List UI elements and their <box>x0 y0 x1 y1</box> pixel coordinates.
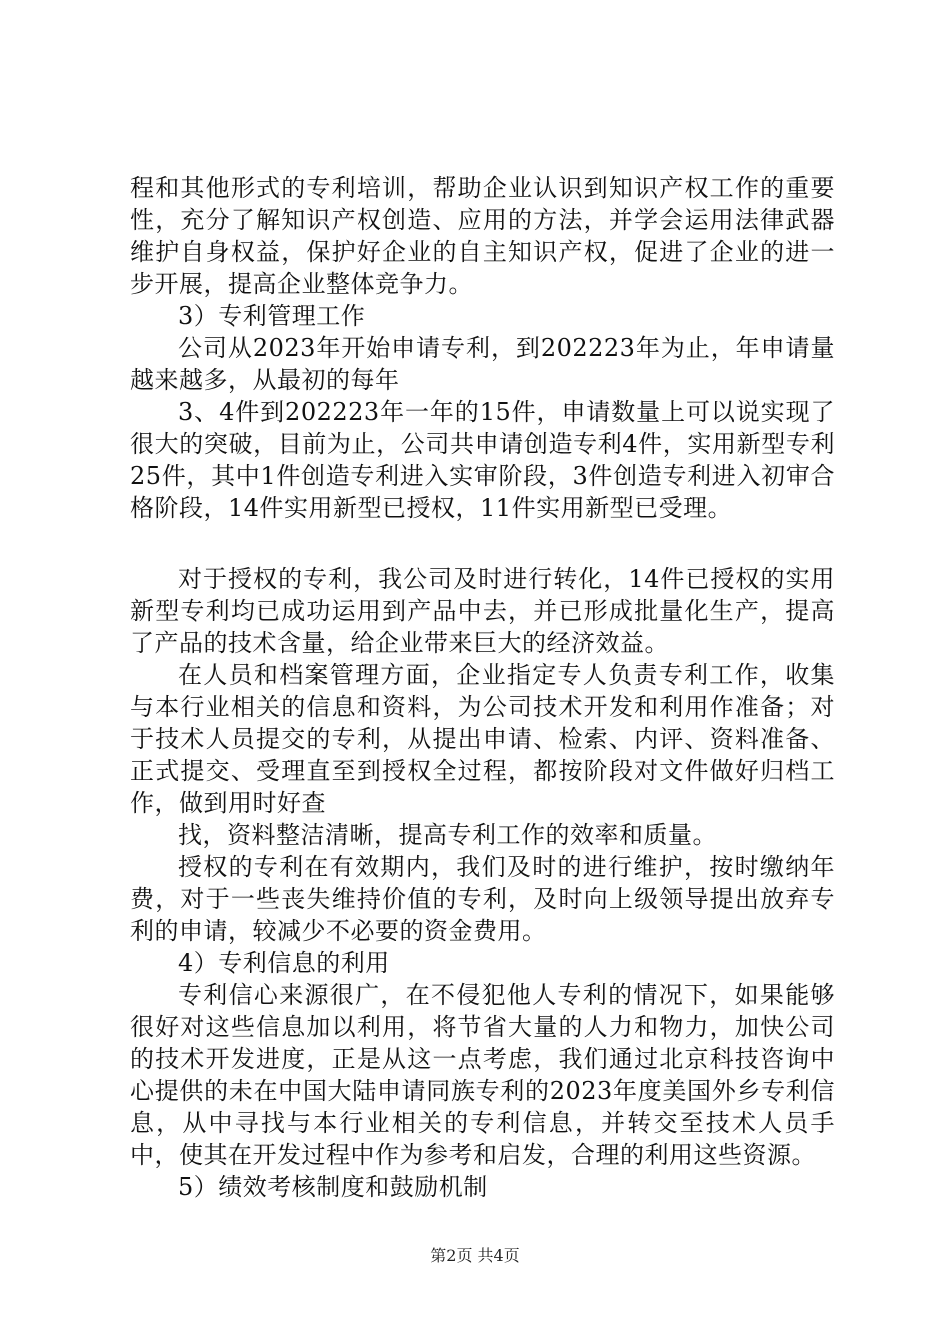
paragraph: 在人员和档案管理方面，企业指定专人负责专利工作，收集与本行业相关的信息和资料，为公司技术开发和利用作准备；对于技术人员提交的专利，从提出申请、检索、内评、资料准备、正式提交、受理直至到授权全过程，都按阶段对文件做好归档工作，做到用时好查 <box>130 661 835 817</box>
paragraph: 程和其他形式的专利培训，帮助企业认识到知识产权工作的重要性，充分了解知识产权创造、应用的方法，并学会运用法律武器维护自身权益，保护好企业的自主知识产权，促进了企业的进一步开展，提高企业整体竞争力。 <box>130 174 835 298</box>
paragraph: 专利信心来源很广，在不侵犯他人专利的情况下，如果能够很好对这些信息加以利用，将节省大量的人力和物力，加快公司的技术开发进度，正是从这一点考虑，我们通过北京科技咨询中心提供的未在中国大陆申请同族专利的2023年度美国外乡专利信息，从中寻找与本行业相关的专利信息，并转交至技术人员手中，使其在开发过程中作为参考和启发，合理的利用这些资源。 <box>130 981 835 1169</box>
document-body <box>130 172 835 1203</box>
section-heading-3: 3）专利管理工作 <box>178 302 366 330</box>
paragraph: 公司从2023年开始申请专利，到202223年为止，年申请量越来越多，从最初的每年 <box>130 334 835 394</box>
section-heading-5: 5）绩效考核制度和鼓励机制 <box>178 1173 488 1201</box>
paragraph: 对于授权的专利，我公司及时进行转化，14件已授权的实用新型专利均已成功运用到产品中去，并已形成批量化生产，提高了产品的技术含量，给企业带来巨大的经济效益。 <box>130 565 835 657</box>
paragraph: 3、4件到202223年一年的15件，申请数量上可以说实现了很大的突破，目前为止，公司共申请创造专利4件，实用新型专利25件，其中1件创造专利进入实审阶段，3件创造专利进入初审合格阶段，14件实用新型已授权，11件实用新型已受理。 <box>130 398 835 522</box>
page-footer: 第2页 共4页 <box>430 1246 520 1265</box>
paragraph: 找，资料整洁清晰，提高专利工作的效率和质量。 <box>178 821 717 849</box>
paragraph: 授权的专利在有效期内，我们及时的进行维护，按时缴纳年费，对于一些丧失维持价值的专利，及时向上级领导提出放弃专利的申请，较减少不必要的资金费用。 <box>130 853 835 945</box>
section-heading-4: 4）专利信息的利用 <box>178 949 390 977</box>
